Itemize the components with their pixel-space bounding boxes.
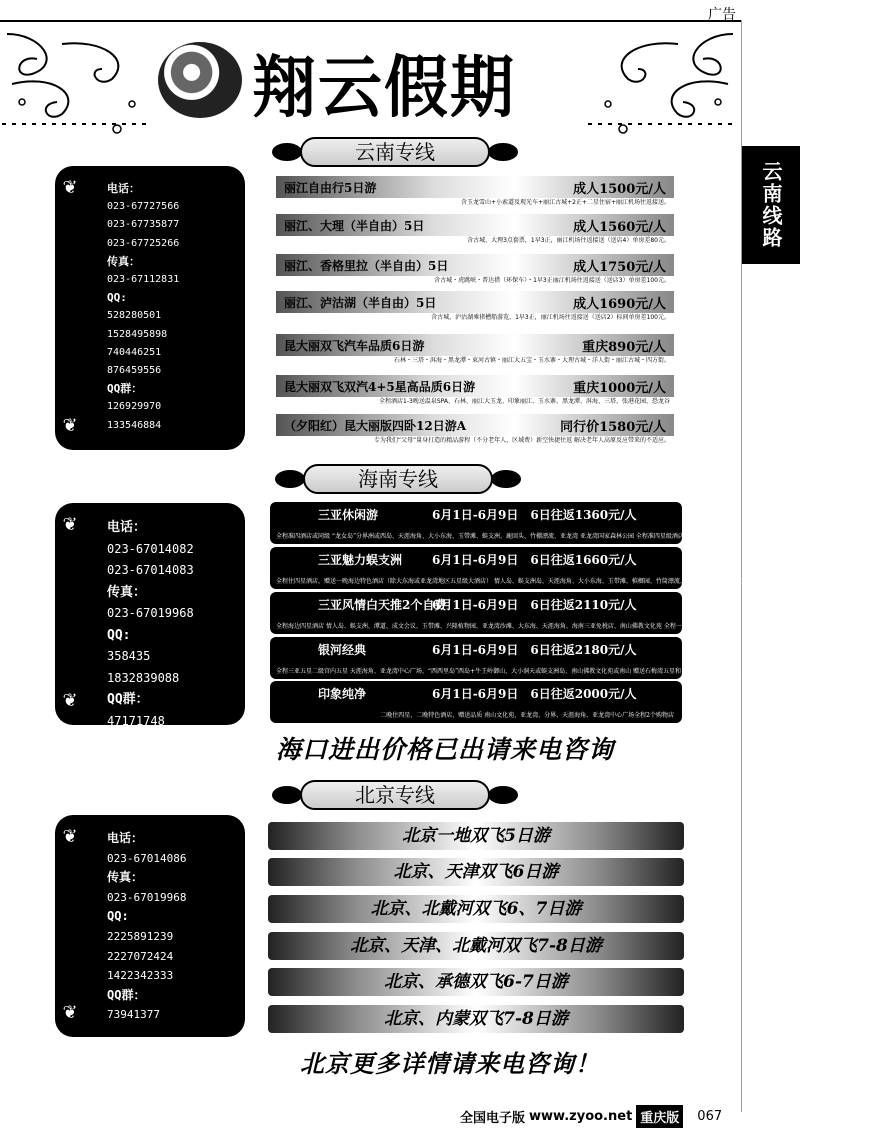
route-price: 成人1750元/人	[573, 259, 666, 275]
route-description: 全程海边四星酒店 情人岛、蜈支洲、潭道、成文会议、玉带滩、兴隆植物园、亚龙湾沙滩、大东海、天涯海角、海南三亚免税店、南山佛教文化苑 全程一个购物店	[276, 623, 706, 630]
route-row[interactable]	[276, 214, 674, 248]
route-description: 二晚住四星、二晚特色酒店、赠送品质 南山文化苑、亚龙湾、分界、天涯海角、亚龙湾中心广场全程2个购物店	[380, 712, 674, 719]
contact-value: 023-67112831	[107, 274, 180, 286]
section-banner-hainan: 海南专线	[303, 464, 493, 494]
route-name: 昆大丽双飞双汽4+5星高品质6日游	[284, 379, 476, 394]
contact-value: 023-67735877	[107, 219, 180, 231]
section-banner-yunnan: 云南专线	[300, 137, 490, 167]
route-description: 含古城，泸沽湖乘猪槽船游览，1早3正，丽江机场往返接送（送店2）标间单房差100元。	[431, 314, 670, 321]
contact-value: 2225891239	[107, 929, 174, 943]
route-row[interactable]: 北京、承德双飞6-7日游	[268, 968, 684, 996]
route-name: 丽江自由行5日游	[284, 180, 377, 195]
route-description: 专为我们“父母”量身打造的精品游程（不分老年人，区域费）新空快捷往返 解决老年人高原反应带来的不适应。	[373, 437, 670, 444]
contact-value: 1528495898	[107, 328, 168, 340]
contact-label: 传真：	[107, 584, 147, 600]
route-bar	[276, 414, 674, 436]
route-bar	[276, 214, 674, 236]
route-price: 同行价1580元/人	[560, 419, 666, 435]
contact-label: QQ群：	[107, 692, 149, 707]
contact-value: 2227072424	[107, 949, 174, 963]
contact-value: 47171748	[107, 713, 165, 728]
route-row[interactable]	[276, 291, 674, 325]
route-bar	[276, 176, 674, 198]
route-description: 含古城、大理3点套票，1早3正，丽江机场往返接送（送店4）单房差80元。	[467, 237, 670, 244]
footer	[460, 1104, 800, 1128]
route-price: 重庆890元/人	[582, 339, 666, 355]
route-bar	[276, 375, 674, 397]
route-name: 丽江、香格里拉（半自由）5日	[284, 258, 449, 273]
page-number: 067	[697, 1108, 723, 1124]
route-row[interactable]: 北京一地双飞5日游	[268, 822, 684, 850]
contact-label: 传真：	[107, 254, 140, 268]
route-price: 成人1500元/人	[573, 181, 666, 197]
route-description: 含玉龙雪山+小索道及观光车+丽江古城+2正+二星住宿+丽江机场往返接送。	[461, 199, 670, 206]
contact-value: 126929970	[107, 401, 162, 413]
footer-region: 重庆版	[636, 1105, 683, 1128]
route-description: 石林・三塔・洱海・黑龙潭・束河古镇・丽江大五宝・玉水寨・大理古城・洋人街・丽江古城・四方街。	[393, 357, 670, 364]
route-name: 丽江、泸沽湖（半自由）5日	[284, 295, 437, 310]
route-row[interactable]	[270, 502, 682, 544]
route-name: 印象纯净	[318, 687, 367, 701]
cloud-logo-icon	[158, 42, 242, 118]
contact-value: 73941377	[107, 1008, 160, 1022]
route-price: 重庆1000元/人	[573, 380, 666, 396]
route-dates-price: 6月1日-6月9日 6日往返2000元/人	[432, 687, 637, 701]
route-dates-price: 6月1日-6月9日 6日往返2180元/人	[432, 643, 637, 657]
contact-label: 传真：	[107, 870, 144, 885]
route-description: 全程酒店1-3晚送温泉SPA、石林、丽江大玉龙、印象丽江、玉水寨、黑龙潭、洱海、三塔、张港花园、恐龙谷	[379, 398, 670, 405]
brand-name: 翔云假期	[252, 48, 516, 128]
contact-value: 023-67019968	[107, 890, 187, 904]
ad-tag: 广告	[708, 7, 736, 23]
brand-logo	[150, 36, 570, 126]
route-row[interactable]	[270, 681, 682, 723]
route-row[interactable]: 北京、内蒙双飞7-8日游	[268, 1005, 684, 1033]
route-name: 三亚魅力蜈支洲	[318, 553, 403, 567]
contact-value: 740446251	[107, 346, 162, 358]
side-tab	[742, 146, 800, 264]
cloud-ornament-icon	[2, 24, 152, 134]
route-name: 三亚风情白天推2个自费	[318, 598, 447, 612]
route-row[interactable]: 北京、天津、北戴河双飞7-8日游	[268, 932, 684, 960]
flourish-icon: ❦	[63, 999, 77, 1024]
route-name: 丽江、大理（半自由）5日	[284, 218, 425, 233]
contact-label: 电话：	[107, 520, 147, 535]
contact-value: 023-67725266	[107, 237, 180, 249]
route-description: 全程三亚五星二级宫内五星 天涯海角、亚龙湾中心广场、“西西里岛”西岛+牛王岭御山、大小洞天或蜈支洲岛、南山佛教文化苑或南山 赠送石梅湾五星和马来西亚、酒店二期以上五星级酒店 一晚、小月湾五星豪华大厦全程2个购物店	[276, 668, 891, 675]
contact-label: 电话：	[107, 182, 140, 195]
route-bar	[276, 334, 674, 356]
flourish-icon: ❦	[63, 174, 77, 199]
footer-edition: 全国电子版	[460, 1110, 526, 1126]
route-row[interactable]	[276, 375, 674, 409]
beijing-notice: 北京更多详情请来电咨询！	[300, 1049, 600, 1078]
contact-value: 023-67019968	[107, 606, 194, 620]
route-row[interactable]	[276, 414, 674, 448]
flourish-icon: ❦	[63, 687, 77, 712]
contact-value: 528280501	[107, 310, 162, 322]
route-description: 全程住四星酒店，赠送一晚海边特色酒店（除大东海或亚龙湾地区五星级大酒店） 情人岛、蜈支洲岛、天涯海角、大小东海、玉带滩、槟榔园、竹筒漂流、亚龙湾“四星级” 亚龙湾之亚州最美豪华级酒店 全程标准四星酒店	[276, 578, 858, 585]
contact-label: QQ群：	[107, 987, 146, 1002]
route-row[interactable]	[276, 254, 674, 288]
contact-label: 电话：	[107, 831, 144, 845]
contact-value: 133546884	[107, 419, 162, 431]
contact-label: QQ:	[107, 627, 131, 643]
route-dates-price: 6月1日-6月9日 6日往返2110元/人	[432, 598, 637, 612]
flourish-icon: ❦	[63, 412, 77, 437]
route-row[interactable]: 北京、北戴河双飞6、7日游	[268, 895, 684, 923]
contact-box-hainan	[55, 503, 245, 728]
route-price: 成人1690元/人	[573, 296, 666, 312]
route-name: （夕阳红）昆大丽版四卧12日游A	[284, 418, 467, 433]
contact-label: QQ:	[107, 909, 129, 924]
contact-box-beijing	[55, 815, 245, 1037]
contact-value: 876459556	[107, 365, 162, 377]
top-rule	[0, 20, 742, 22]
route-dates-price: 6月1日-6月9日 6日往返1360元/人	[432, 508, 637, 522]
route-bar	[276, 291, 674, 313]
route-row[interactable]	[270, 592, 706, 634]
route-price: 成人1560元/人	[573, 219, 666, 235]
route-description: 全程准四酒店或同级 “龙女岛”分界洲或西岛、天涯海角、大小东海、玉带滩、蜈支洲、鹿回头、竹棚漂流、亚龙湾 亚龙湾国家森林公园 全程准四星级酒店	[276, 533, 684, 540]
route-row[interactable]	[270, 637, 891, 679]
contact-value: 358435	[107, 649, 151, 663]
side-tab-label: 云南线路	[759, 161, 783, 249]
contact-value: 023-67727566	[107, 201, 180, 213]
hainan-notice: 海口进出价格已出请来电咨询	[276, 735, 615, 764]
section-banner-beijing: 北京专线	[300, 780, 490, 810]
route-dates-price: 6月1日-6月9日 6日往返1660元/人	[432, 553, 637, 567]
route-row[interactable]	[276, 176, 674, 210]
footer-url[interactable]: www.zyoo.net	[529, 1108, 633, 1124]
route-description: 含古城・虎跳峡・普达措（环保车）・1早3正丽江机场往返接送（送店3）单房差100元。	[434, 277, 670, 284]
contact-box-yunnan	[55, 166, 245, 450]
route-bar	[276, 254, 674, 276]
contact-value: 023-67014086	[107, 851, 187, 865]
contact-value: 1422342333	[107, 969, 174, 983]
flourish-icon: ❦	[63, 823, 77, 848]
route-name: 昆大丽双飞汽车品质6日游	[284, 338, 425, 353]
contact-value: 1832839088	[107, 670, 180, 685]
route-row[interactable]: 北京、天津双飞6日游	[268, 858, 684, 886]
contact-value: 023-67014083	[107, 563, 194, 577]
flourish-icon: ❦	[63, 511, 77, 536]
route-name: 银河经典	[318, 643, 367, 657]
cloud-ornament-icon	[588, 24, 738, 134]
contact-label: QQ:	[107, 291, 127, 305]
route-row[interactable]	[270, 547, 858, 589]
route-name: 三亚休闲游	[318, 508, 379, 522]
contact-label: QQ群：	[107, 382, 143, 396]
contact-value: 023-67014082	[107, 541, 194, 556]
route-row[interactable]	[276, 334, 674, 368]
